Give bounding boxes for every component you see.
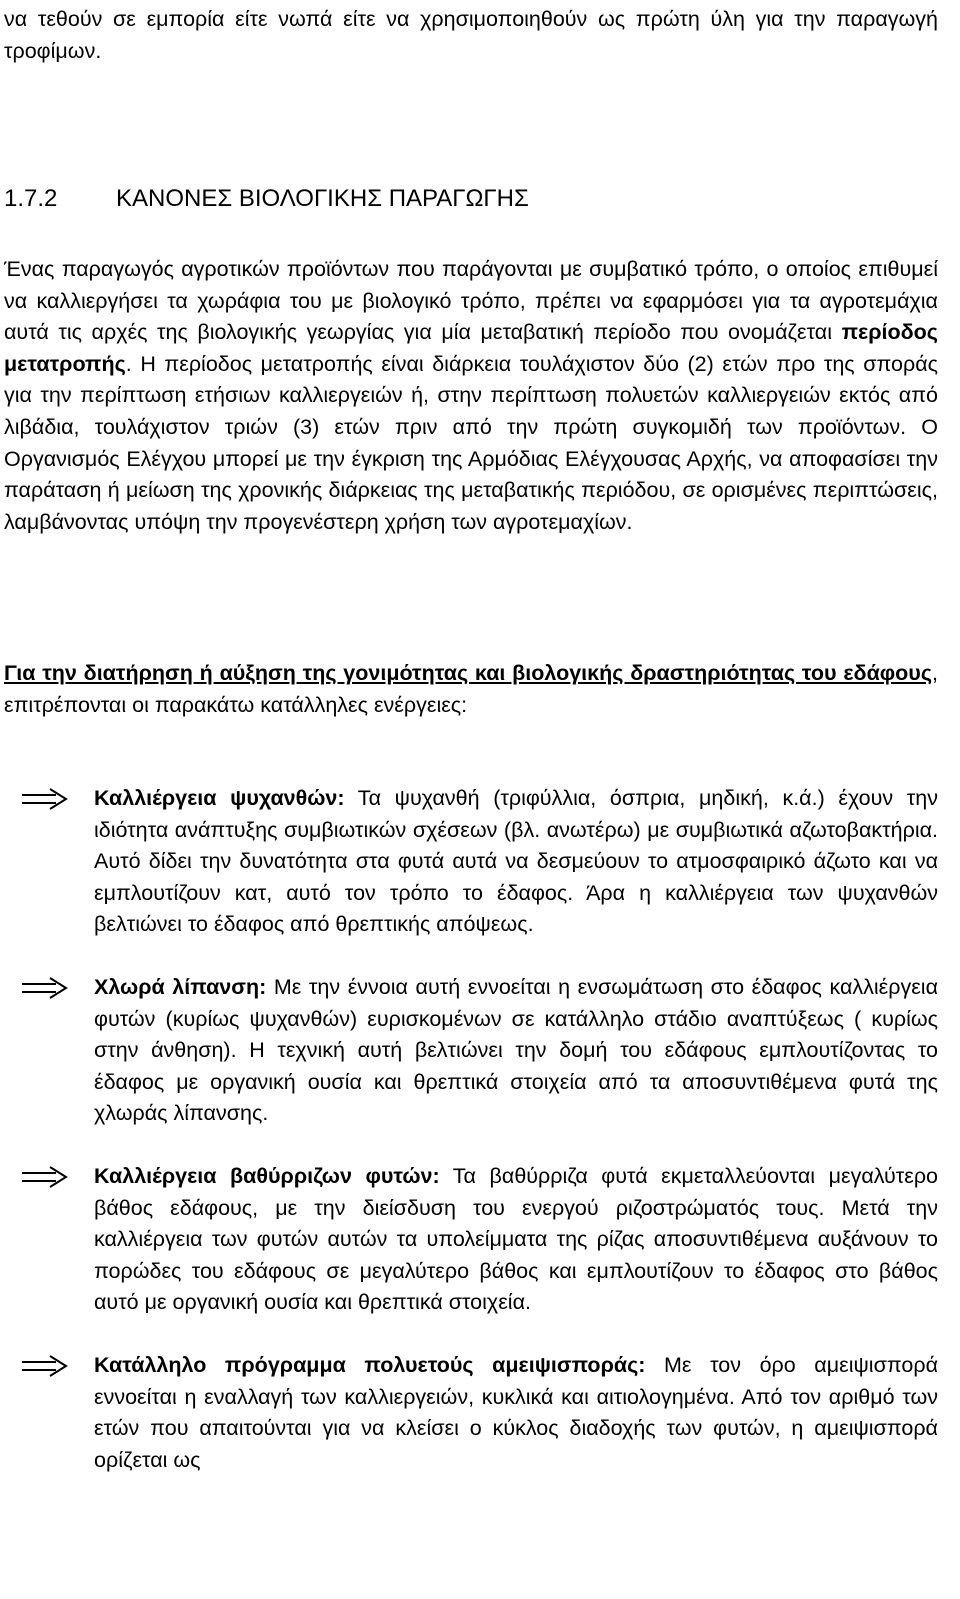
list-item-body: Τα βαθύρριζα φυτά εκμεταλλεύονται μεγαλύτερο βάθος εδάφους, με την διείσδυση του ενεργού ριζοστρώματός τους. Μετά την καλλιέργεια των φυτών αυτών τα υπολείμματα της ρίζας αποσυντιθέμενα αυξάνουν το πορώδες του εδάφους σε μεγαλύτερο βάθος και εμπλουτίζουν το έδαφος στο βάθος αυτό με οργανική ουσία και θρεπτικά στοιχεία. bbox=[94, 1163, 939, 1315]
paragraph1-bold-term: περίοδος μετατροπής bbox=[4, 320, 938, 376]
list-item-body: Με την έννοια αυτή εννοείται η ενσωμάτωση στο έδαφος καλλιέργεια φυτών (κυρίως ψυχανθών) ευρισκομένων σε κατάλληλο στάδιο αναπτύξεως ( κυρίως στην άνθηση). Η τεχνική αυτή βελτιώνει την δομή του εδάφους εμπλουτίζοντας το έδαφος με οργανική ουσία και θρεπτικά στοιχεία από τα αποσυντιθέμενα φυτά της χλωράς λίπανσης. bbox=[94, 974, 939, 1126]
paragraph2-rest: , επιτρέπονται οι παρακάτω κατάλληλες ενέργειες: bbox=[4, 661, 938, 717]
list-item-text bbox=[94, 783, 938, 941]
double-arrow-icon bbox=[20, 787, 70, 811]
soil-fertility-paragraph bbox=[4, 658, 938, 721]
list-item-text bbox=[94, 972, 938, 1130]
section-title: ΚΑΝΟΝΕΣ ΒΙΟΛΟΓΙΚΗΣ ΠΑΡΑΓΩΓΗΣ bbox=[116, 185, 529, 212]
double-arrow-icon bbox=[20, 976, 70, 1000]
list-item-body: Με τον όρο αμειψισπορά εννοείται η εναλλαγή των καλλιεργειών, κυκλικά και αιτιολογημένα. Από τον αριθμό των ετών που απαιτούνται για να κλείσει ο κύκλος διαδοχής των φυτών, η αμειψισπορά ορίζεται ως bbox=[94, 1352, 938, 1472]
list-item bbox=[4, 1161, 938, 1319]
section-heading bbox=[4, 183, 529, 215]
list-item bbox=[4, 1350, 938, 1476]
paragraph1-part1: Ένας παραγωγός αγροτικών προϊόντων που παράγονται με συμβατικό τρόπο, ο οποίος επιθυμεί να καλλιεργήσει τα χωράφια του με βιολογικό τρόπο, πρέπει να εφαρμόσει για τα αγροτεμάχια αυτά τις αρχές της βιολογικής γεωργίας για μία μεταβατική περίοδο που ονομάζεται bbox=[4, 257, 938, 345]
list-item bbox=[4, 972, 938, 1130]
paragraph2-bold-underlined: Για την διατήρηση ή αύξηση της γονιμότητας και βιολογικής δραστηριότητας του εδάφους bbox=[4, 661, 933, 685]
double-arrow-icon bbox=[20, 1165, 70, 1189]
conversion-period-paragraph bbox=[4, 254, 938, 538]
list-item-heading: Καλλιέργεια βαθύρριζων φυτών: bbox=[94, 1163, 440, 1188]
intro-paragraph: να τεθούν σε εμπορία είτε νωπά είτε να χρησιμοποιηθούν ως πρώτη ύλη για την παραγωγή τροφίμων. bbox=[4, 7, 938, 63]
list-item-body: Τα ψυχανθή (τριφύλλια, όσπρια, μηδική, κ.ά.) έχουν την ιδιότητα ανάπτυξης συμβιωτικών σχέσεων (βλ. ανωτέρω) με συμβιωτικά αζωτοβακτήρια. Αυτό δίδει την δυνατότητα στα φυτά αυτά να δεσμεύουν το ατμοσφαιρικό άζωτο και να εμπλουτίζουν κατ, αυτό τον τρόπο το έδαφος. Άρα η καλλιέργεια των ψυχανθών βελτιώνει το έδαφος από θρεπτικής απόψεως. bbox=[94, 786, 939, 937]
list-item-text bbox=[94, 1350, 938, 1476]
list-item-heading: Κατάλληλο πρόγραμμα πολυετούς αμειψισποράς: bbox=[94, 1352, 646, 1377]
practices-list bbox=[4, 783, 938, 1507]
paragraph1-part2: . Η περίοδος μετατροπής είναι διάρκεια τουλάχιστον δύο (2) ετών προ της σποράς για την περίπτωση ετήσιων καλλιεργειών ή, στην περίπτωση πολυετών καλλιεργειών εκτός από λιβάδια, τουλάχιστον τριών (3) ετών πριν από την πρώτη συγκομιδή των προϊόντων. Ο Οργανισμός Ελέγχου μπορεί με την έγκριση της Αρμόδιας Ελέγχουσας Αρχής, να αποφασίσει την παράταση ή μείωση της χρονικής διάρκειας της μεταβατικής περιόδου, σε ορισμένες περιπτώσεις, λαμβάνοντας υπόψη την προγενέστερη χρήση των αγροτεμαχίων. bbox=[4, 351, 938, 534]
double-arrow-icon bbox=[20, 1354, 70, 1378]
list-item-heading: Χλωρά λίπανση: bbox=[94, 974, 267, 999]
list-item bbox=[4, 783, 938, 941]
list-item-heading: Καλλιέργεια ψυχανθών: bbox=[94, 786, 345, 810]
list-item-text bbox=[94, 1161, 938, 1319]
section-number: 1.7.2 bbox=[4, 185, 58, 212]
document-page bbox=[4, 0, 939, 1472]
